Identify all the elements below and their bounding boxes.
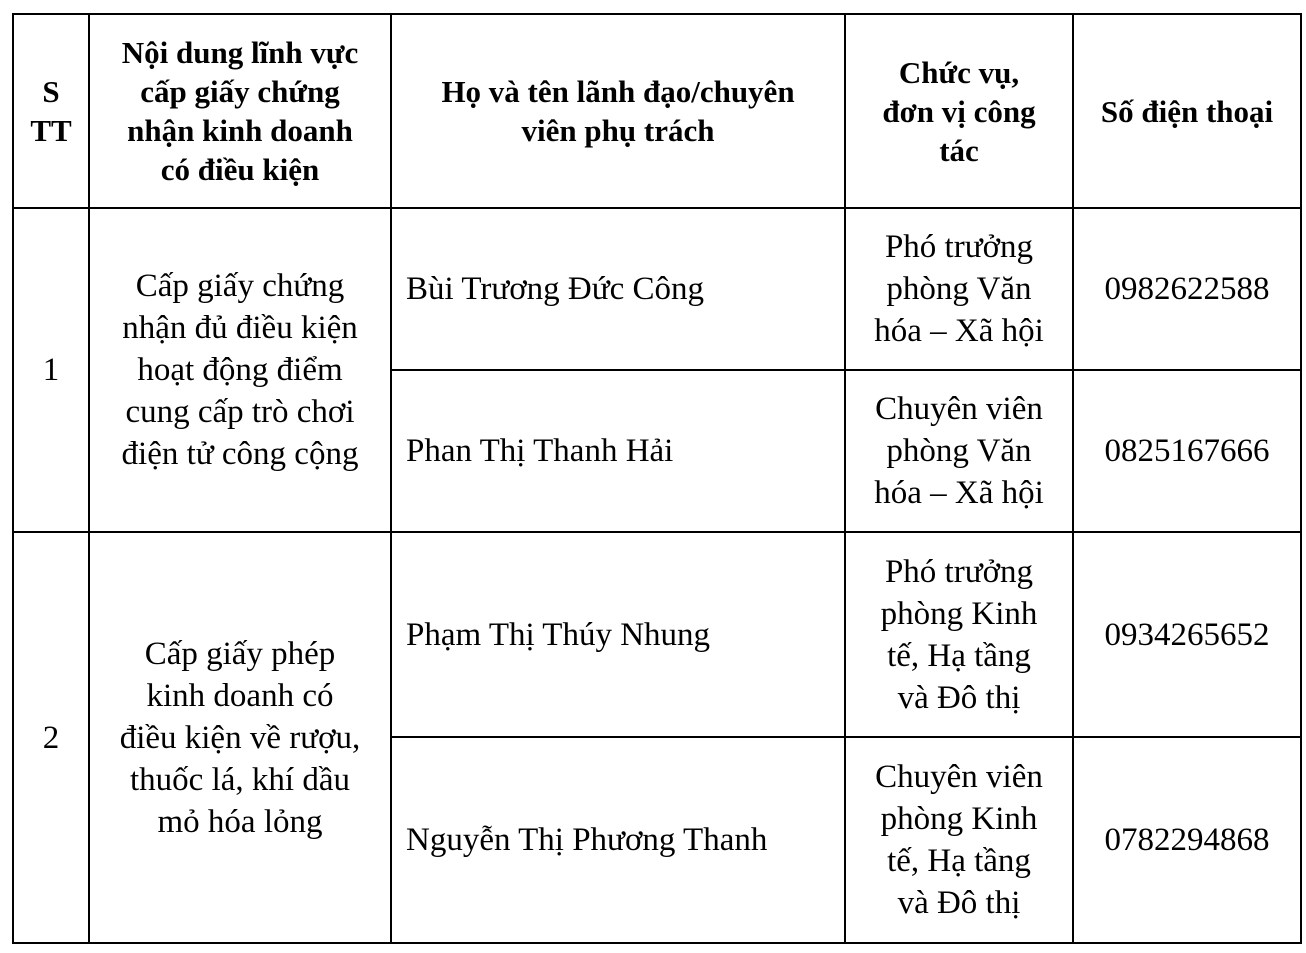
header-line: cấp giấy chứng: [140, 74, 340, 109]
content-line: cung cấp trò chơi: [125, 394, 355, 430]
content-cell: [89, 208, 391, 532]
table-row: [13, 532, 1301, 737]
officials-table: [12, 13, 1302, 944]
position-line: phòng Kinh: [880, 595, 1038, 632]
table-row: [13, 208, 1301, 370]
header-line: Họ và tên lãnh đạo/chuyên: [441, 74, 795, 109]
header-phone: [1073, 14, 1301, 208]
position-line: và Đô thị: [897, 679, 1021, 716]
content-line: Cấp giấy chứng: [135, 268, 345, 304]
position-line: và Đô thị: [897, 885, 1021, 921]
content-line: kinh doanh có: [146, 677, 334, 714]
position-cell: [845, 208, 1073, 370]
position-cell: [845, 532, 1073, 737]
header-name: [391, 14, 845, 208]
header-position: [845, 14, 1073, 208]
position-cell: [845, 370, 1073, 532]
position-line: hóa – Xã hội: [874, 475, 1044, 511]
content-line: nhận đủ điều kiện: [122, 310, 358, 346]
header-line: Nội dung lĩnh vực: [121, 35, 359, 70]
position-line: hóa – Xã hội: [874, 313, 1044, 349]
header-stt: [13, 14, 89, 208]
phone-cell: 0934265652: [1073, 532, 1301, 737]
content-line: Cấp giấy phép: [144, 635, 336, 672]
table-body: [13, 208, 1301, 943]
position-line: Phó trưởng: [884, 229, 1034, 265]
position-cell: [845, 737, 1073, 943]
header-line: nhận kinh doanh: [127, 113, 353, 148]
content-line: hoạt động điểm: [137, 352, 343, 388]
header-row: [13, 14, 1301, 208]
header-line: viên phụ trách: [521, 113, 715, 148]
content-line: mỏ hóa lỏng: [157, 803, 323, 840]
phone-cell: 0982622588: [1073, 208, 1301, 370]
header-line: đơn vị công: [882, 93, 1036, 129]
header-line: tác: [939, 132, 979, 168]
name-cell: Nguyễn Thị Phương Thanh: [391, 737, 845, 943]
content-line: điều kiện về rượu,: [119, 719, 361, 756]
phone-cell: 0825167666: [1073, 370, 1301, 532]
header-line: Chức vụ,: [898, 54, 1020, 90]
header-line: Số điện thoại: [1100, 93, 1274, 129]
content-cell: [89, 532, 391, 943]
position-line: phòng Văn: [886, 271, 1032, 307]
header-line: S: [42, 74, 60, 109]
content-line: thuốc lá, khí dầu: [130, 761, 350, 798]
name-cell: Phan Thị Thanh Hải: [391, 370, 845, 532]
position-line: phòng Văn: [886, 433, 1032, 469]
header-line: có điều kiện: [160, 152, 320, 187]
phone-cell: 0782294868: [1073, 737, 1301, 943]
table-header: [13, 14, 1301, 208]
stt-cell: 2: [13, 532, 89, 943]
position-line: Phó trưởng: [884, 553, 1034, 590]
position-line: Chuyên viên: [875, 391, 1043, 427]
position-line: tế, Hạ tầng: [887, 637, 1031, 674]
header-content: [89, 14, 391, 208]
name-cell: Bùi Trương Đức Công: [391, 208, 845, 370]
position-line: phòng Kinh: [880, 801, 1038, 837]
content-line: điện tử công cộng: [121, 436, 359, 472]
name-cell: Phạm Thị Thúy Nhung: [391, 532, 845, 737]
header-line: TT: [30, 113, 72, 148]
position-line: tế, Hạ tầng: [887, 843, 1031, 879]
stt-cell: 1: [13, 208, 89, 532]
position-line: Chuyên viên: [875, 759, 1043, 795]
